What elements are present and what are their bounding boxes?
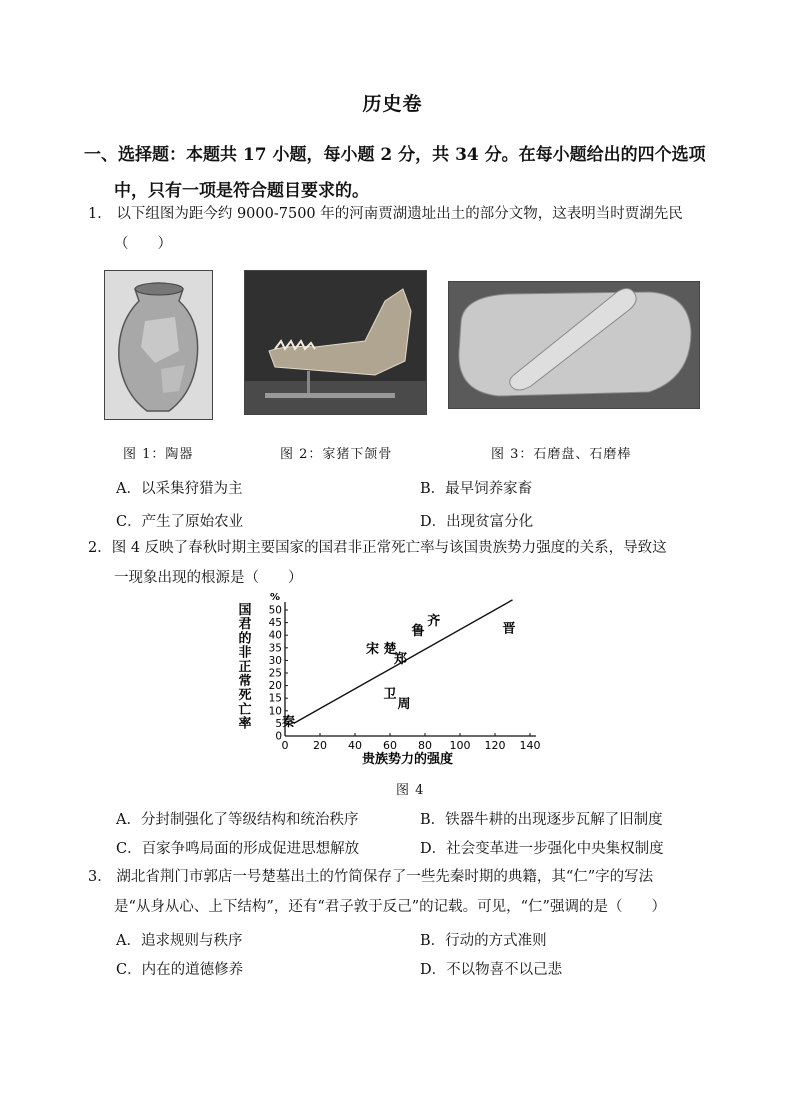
option-b[interactable]: B．行动的方式准则 bbox=[420, 933, 547, 949]
question-stem-line2: 是“从身从心、上下结构”，还有“君子敦于反己”的记载。可见，“仁”强调的是（ ） bbox=[114, 899, 666, 915]
grinding-stone-icon bbox=[449, 282, 699, 408]
data-point-label: 周 bbox=[397, 697, 411, 713]
data-point-label: 齐 bbox=[427, 614, 441, 630]
y-tick-label: 35 bbox=[268, 642, 282, 655]
y-axis-label-char: 非 bbox=[238, 645, 252, 661]
option-d[interactable]: D．不以物喜不以己悲 bbox=[420, 962, 563, 978]
pig-jawbone-icon bbox=[245, 271, 426, 414]
question-2 bbox=[88, 533, 738, 593]
question-stem: 图 4 反映了春秋时期主要国家的国君非正常死亡率与该国贵族势力强度的关系，导致这 bbox=[111, 540, 667, 556]
question-stem: 以下组图为距今约 9000-7500 年的河南贾湖遗址出土的部分文物，这表明当时贾湖先民 bbox=[116, 206, 683, 222]
y-axis-label-char: 常 bbox=[238, 674, 252, 689]
y-tick-label: 15 bbox=[268, 692, 282, 705]
y-tick-label: 10 bbox=[268, 705, 282, 718]
option-b[interactable]: B．最早饲养家畜 bbox=[420, 481, 533, 497]
y-axis-label-char: 国 bbox=[238, 603, 252, 618]
y-tick-label: 20 bbox=[268, 680, 282, 693]
data-point-label: 卫 bbox=[383, 687, 397, 703]
figure-4-chart bbox=[228, 590, 548, 775]
y-tick-label: 40 bbox=[268, 629, 282, 642]
question-number: 2． bbox=[88, 540, 112, 556]
data-point-label: 宋 bbox=[365, 641, 380, 657]
option-c[interactable]: C．内在的道德修养 bbox=[116, 962, 244, 978]
x-tick-label: 100 bbox=[449, 739, 471, 752]
option-b[interactable]: B．铁器牛耕的出现逐步瓦解了旧制度 bbox=[420, 812, 663, 828]
question-number: 1． bbox=[88, 206, 112, 222]
section-heading-line1: 一、选择题：本题共 17 小题，每小题 2 分，共 34 分。在每小题给出的四个选项 bbox=[84, 145, 706, 165]
figure-caption: 图 2：家猪下颌骨 bbox=[280, 447, 393, 462]
y-axis-label-char: 亡 bbox=[238, 702, 252, 718]
y-axis-label-char: 死 bbox=[238, 688, 252, 704]
data-point-label: 楚 bbox=[383, 641, 397, 657]
figure-caption: 图 4 bbox=[396, 783, 425, 798]
y-unit-label: % bbox=[269, 592, 281, 603]
x-tick-label: 0 bbox=[281, 739, 289, 752]
section-heading-line2: 中，只有一项是符合题目要求的。 bbox=[114, 181, 369, 201]
data-point-label: 郑 bbox=[393, 651, 408, 667]
x-tick-label: 140 bbox=[519, 739, 541, 752]
y-tick-label: 45 bbox=[268, 617, 282, 630]
question-3 bbox=[88, 862, 738, 922]
y-axis-label-char: 率 bbox=[238, 716, 252, 732]
pottery-jar-icon bbox=[105, 271, 212, 419]
question-1 bbox=[88, 199, 728, 259]
y-tick-label: 0 bbox=[275, 730, 282, 743]
data-point-label: 晋 bbox=[502, 621, 516, 637]
question-stem-line2: 一现象出现的根源是（ ） bbox=[114, 570, 303, 586]
y-tick-label: 50 bbox=[268, 604, 282, 617]
x-tick-label: 40 bbox=[348, 739, 362, 752]
x-tick-label: 60 bbox=[383, 739, 397, 752]
option-a[interactable]: A．分封制强化了等级结构和统治秩序 bbox=[116, 812, 359, 828]
page-title: 历史卷 bbox=[362, 93, 423, 115]
x-tick-label: 20 bbox=[313, 739, 327, 752]
y-tick-label: 25 bbox=[268, 667, 282, 680]
x-tick-label: 80 bbox=[418, 739, 432, 752]
data-point-label: 鲁 bbox=[411, 624, 425, 640]
figure-caption: 图 1：陶器 bbox=[123, 447, 194, 462]
x-axis-label: 贵族势力的强度 bbox=[361, 752, 454, 767]
y-tick-label: 5 bbox=[275, 717, 282, 730]
figure-jawbone-photo bbox=[244, 270, 427, 415]
figure-grinding-stone-photo bbox=[448, 281, 700, 409]
x-tick-label: 120 bbox=[484, 739, 506, 752]
question-stem: 湖北省荆门市郭店一号楚墓出土的竹简保存了一些先秦时期的典籍，其“仁”字的写法 bbox=[116, 869, 654, 885]
data-point-label: 秦 bbox=[281, 714, 296, 730]
y-axis-label-char: 君 bbox=[238, 617, 252, 633]
option-a[interactable]: A．以采集狩猎为主 bbox=[116, 481, 243, 497]
option-d[interactable]: D．出现贫富分化 bbox=[420, 514, 534, 530]
option-a[interactable]: A．追求规则与秩序 bbox=[116, 933, 243, 949]
y-tick-label: 30 bbox=[268, 654, 282, 667]
y-axis-label-char: 的 bbox=[238, 631, 252, 647]
figure-caption: 图 3：石磨盘、石磨棒 bbox=[491, 447, 632, 462]
figure-pottery-photo bbox=[104, 270, 213, 420]
option-d[interactable]: D．社会变革进一步强化中央集权制度 bbox=[420, 841, 664, 857]
question-blank: （ ） bbox=[114, 236, 172, 252]
question-number: 3． bbox=[88, 869, 112, 885]
option-c[interactable]: C．百家争鸣局面的形成促进思想解放 bbox=[116, 841, 360, 857]
y-axis-label-char: 正 bbox=[238, 659, 252, 675]
option-c[interactable]: C．产生了原始农业 bbox=[116, 514, 244, 530]
